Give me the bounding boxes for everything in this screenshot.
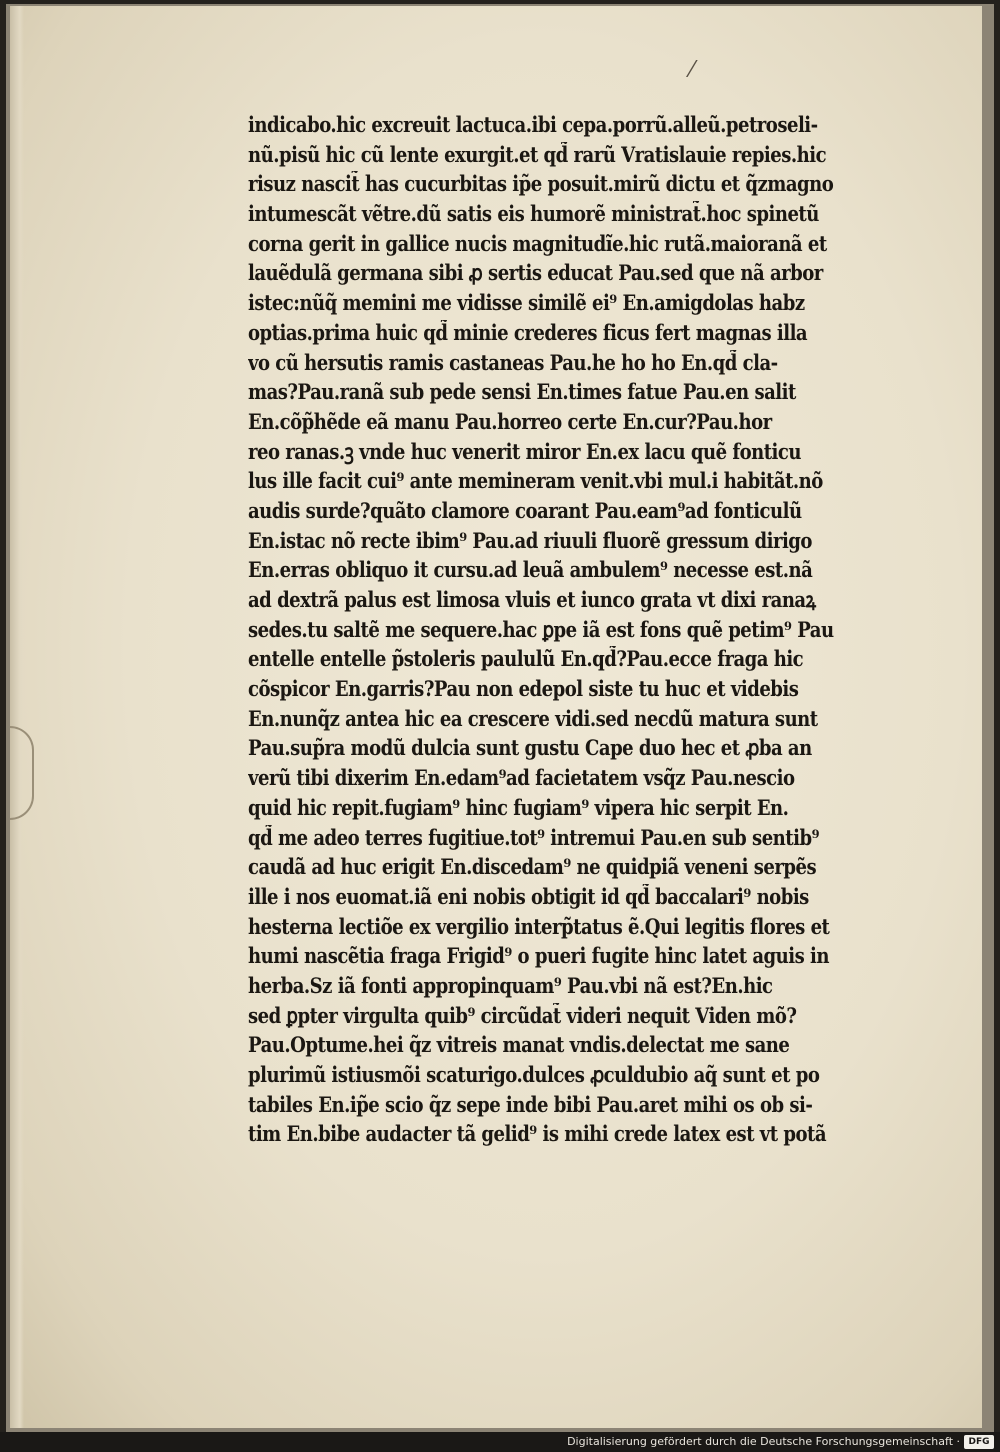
text-line: intumescãt vẽtre.dũ satis eis humorẽ ministrat̃.hoc spinetũ: [248, 201, 819, 227]
text-line: verũ tibi dixerim En.edam⁹ad facietatem vsq̃z Pau.nescio: [248, 765, 795, 791]
text-line: lus ille facit cui⁹ ante memineram venit.vbi mul.i habitãt.nõ: [248, 468, 823, 494]
text-line: hesterna lectiõe ex vergilio interp̃tatus ẽ.Qui legitis flores et: [248, 913, 830, 939]
text-line: corna gerit in gallice nucis magnitudĩe.hic rutã.maioranã et: [248, 230, 827, 256]
text-line: cõspicor En.garris?Pau non edepol siste tu huc et videbis: [248, 676, 799, 702]
text-line: entelle entelle p̃stoleris paululũ En.qd̃?Pau.ecce fraga hic: [248, 646, 804, 672]
text-line: sed ꝑpter virgulta quib⁹ circũdat̃ videri nequit Viden mõ?: [248, 1002, 797, 1028]
page-gutter-edge: [10, 6, 24, 1428]
text-line: tabiles En.ip̃e scio q̃z sepe inde bibi Pau.aret mihi os ob si-: [248, 1091, 813, 1117]
footer-credit: Digitalisierung gefördert durch die Deutsche Forschungsgemeinschaft ·: [567, 1435, 960, 1448]
text-line: ille i nos euomat.iã eni nobis obtigit id qd̃ baccalari⁹ nobis: [248, 883, 809, 909]
text-line: En.istac nõ recte ibim⁹ Pau.ad riuuli fluorẽ gressum dirigo: [248, 527, 812, 553]
text-line: plurimũ istiusmõi scaturigo.dulces ꝓculdubio aq̃ sunt et po: [248, 1062, 820, 1087]
text-line: Pau.Optume.hei q̃z vitreis manat vndis.delectat me sane: [248, 1032, 790, 1058]
text-line: lauẽdulã germana sibi ꝓ sertis educat Pau.sed que nã arbor: [248, 260, 823, 286]
text-line: mas?Pau.ranã sub pede sensi En.times fatue Pau.en salit: [248, 379, 796, 405]
text-line: En.nunq̃z antea hic ea crescere vidi.sed necdũ matura sunt: [248, 705, 818, 731]
text-line: nũ.pisũ hic cũ lente exurgit.et qd̃ rarũ Vratislauie repies.hic: [248, 141, 827, 167]
text-line: risuz nascit̃ has cucurbitas ip̃e posuit.mirũ dictu et q̃zmagno: [248, 171, 834, 197]
text-line: quid hic repit.fugiam⁹ hinc fugiam⁹ vipera hic serpit En.: [248, 794, 789, 820]
printed-text-block: [248, 110, 888, 1149]
clip-mark: [10, 726, 34, 820]
text-line: audis surde?quãto clamore coarant Pau.eam⁹ad fonticulũ: [248, 497, 802, 523]
text-line: herba.Sz iã fonti appropinquam⁹ Pau.vbi nã est?En.hic: [248, 972, 773, 998]
ink-mark: ⁄: [690, 58, 694, 83]
text-line: istec:nũq̃ memini me vidisse similẽ ei⁹ En.amigdolas habz: [248, 290, 805, 316]
text-line: En.erras obliquo it cursu.ad leuã ambulem⁹ necesse est.nã: [248, 557, 813, 583]
text-line: vo cũ hersutis ramis castaneas Pau.he ho ho En.qd̃ cla-: [248, 349, 778, 375]
text-line: indicabo.hic excreuit lactuca.ibi cepa.porrũ.alleũ.petroseli-: [248, 112, 818, 137]
text-line: sedes.tu saltẽ me sequere.hac ꝑpe iã est fons quẽ petim⁹ Pau: [248, 616, 834, 642]
text-line: tim En.bibe audacter tã gelid⁹ is mihi crede latex est vt potã: [248, 1121, 827, 1147]
text-line: Pau.sup̃ra modũ dulcia sunt gustu Cape duo hec et ꝓba an: [248, 735, 812, 761]
text-line: ad dextrã palus est limosa vluis et iunco grata vt dixi ranaꝝ: [248, 587, 816, 612]
text-line: En.cõp̃hẽde eã manu Pau.horreo certe En.cur?Pau.hor: [248, 408, 772, 434]
book-page: [10, 6, 982, 1428]
text-line: optias.prima huic qd̃ minie crederes ficus fert magnas illa: [248, 319, 808, 345]
text-line: humi nascẽtia fraga Frigid⁹ o pueri fugite hinc latet aguis in: [248, 943, 829, 969]
dfg-logo: DFG: [964, 1435, 994, 1449]
text-line: caudã ad huc erigit En.discedam⁹ ne quidpiã veneni serpẽs: [248, 854, 817, 880]
text-line: reo ranas.ꝫ vnde huc venerit miror En.ex lacu quẽ fonticu: [248, 438, 801, 464]
text-line: qd̃ me adeo terres fugitiue.tot⁹ intremui Pau.en sub sentib⁹: [248, 824, 819, 850]
